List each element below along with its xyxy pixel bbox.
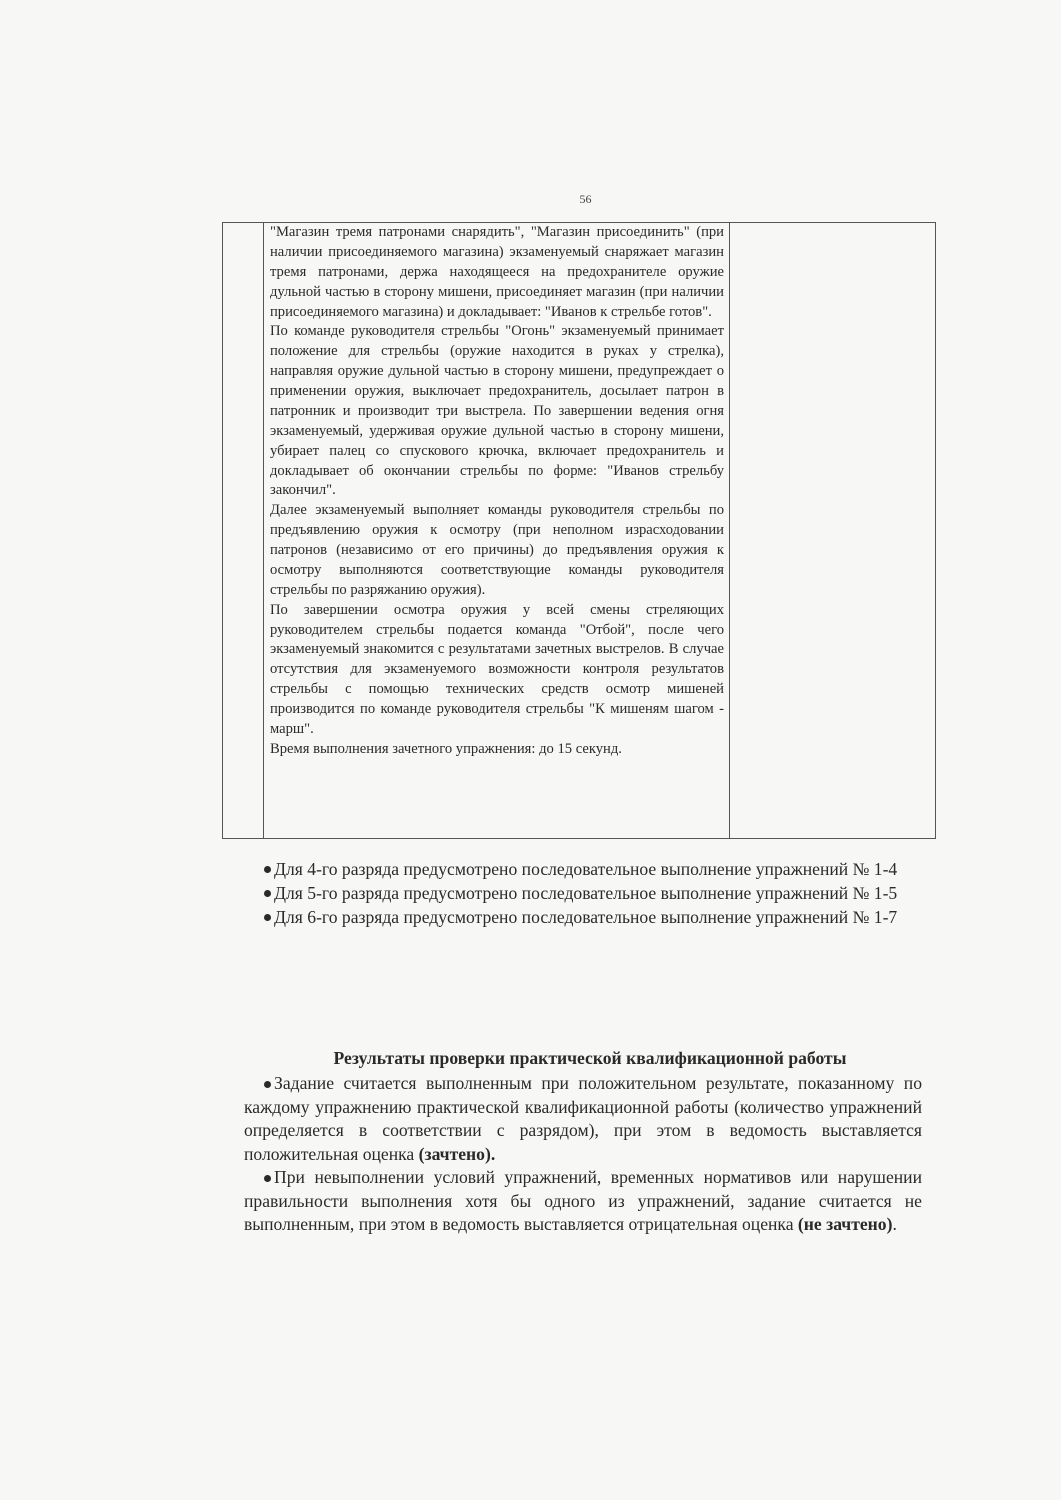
exercise-table [222, 222, 936, 839]
list-item-text: Для 6-го разряда предусмотрено последовательное выполнение упражнений № 1-7 [274, 907, 898, 927]
list-item-text: Для 5-го разряда предусмотрено последовательное выполнение упражнений № 1-5 [274, 883, 898, 903]
bullet-icon [264, 890, 271, 897]
page-number: 56 [579, 192, 592, 206]
list-item [244, 905, 922, 929]
exercise-paragraph: Время выполнения зачетного упражнения: до 15 секунд. [270, 740, 622, 757]
list-item [244, 881, 922, 905]
bullet-icon [264, 1081, 271, 1088]
exercise-paragraph: По команде руководителя стрельбы "Огонь" экзаменуемый принимает положение для стрельбы (оружие находится в руках у стрелка), направляя оружие дульной частью в сторону мишени, предупреждает о применении оружия, выключает предохранитель, досылает патрон в патронник и производит три выстрела. По завершении ведения огня экзаменуемый, удерживая оружие дульной частью в сторону мишени, убирает палец со спускового крючка, включает предохранитель и докладывает об окончании стрельбы по форме: "Иванов стрельбу закончил". [270, 323, 724, 499]
list-item-text: Задание считается выполненным при положительном результате, показанному по каждому упражнению практической квалификационной работы (количество упражнений определяется в соответствии с разрядом), при этом в ведомость выставляется положительная оценка [244, 1073, 922, 1164]
bullet-icon [264, 1175, 271, 1182]
exercise-paragraph: Далее экзаменуемый выполняет команды руководителя стрельбы по предъявлению оружия к осмотру (при неполном израсходовании патронов (независимо от его причины) до предъявления оружия к осмотру выполняются соответствующие команды руководителя стрельбы по разряжанию оружия). [270, 502, 724, 598]
list-item [244, 857, 922, 881]
list-item-tail: . [892, 1214, 897, 1234]
bullet-icon [264, 866, 271, 873]
results-heading: Результаты проверки практической квалификационной работы [333, 1048, 847, 1068]
exercise-paragraph: По завершении осмотра оружия у всей смены стреляющих руководителем стрельбы подается команда "Отбой", после чего экзаменуемый знакомится с результатами зачетных выстрелов. В случае отсутствия для экзаменуемого возможности контроля результатов стрельбы с помощью технических средств осмотр мишеней производится по команде руководителя стрельбы "К мишеням шагом - марш". [270, 601, 724, 737]
results-list [244, 1072, 922, 1237]
list-item [244, 1166, 922, 1237]
exercise-paragraph: "Магазин тремя патронами снарядить", "Магазин присоединить" (при наличии присоединяемого магазина) экзаменуемый снаряжает магазин тремя патронами, держа находящееся на предохранителе оружие дульной частью в сторону мишени, присоединяет магазин (при наличии присоединяемого магазина) и докладывает: "Иванов к стрельбе готов". [270, 224, 724, 320]
list-item-text: Для 4-го разряда предусмотрено последовательное выполнение упражнений № 1-4 [274, 859, 898, 879]
grade-failed: (не зачтено) [797, 1214, 893, 1234]
table-cell-description [264, 223, 730, 839]
list-item-text: При невыполнении условий упражнений, временных нормативов или нарушении правильности выполнения хотя бы одного из упражнений, задание считается не выполненным, при этом в ведомость выставляется отрицательная оценка [244, 1167, 922, 1234]
list-item [244, 1072, 922, 1166]
table-cell-right [730, 223, 936, 839]
grade-passed: (зачтено). [418, 1143, 496, 1164]
rank-bullet-list [244, 857, 922, 929]
table-cell-left [223, 223, 264, 839]
bullet-icon [264, 914, 271, 921]
table-row [223, 223, 936, 839]
